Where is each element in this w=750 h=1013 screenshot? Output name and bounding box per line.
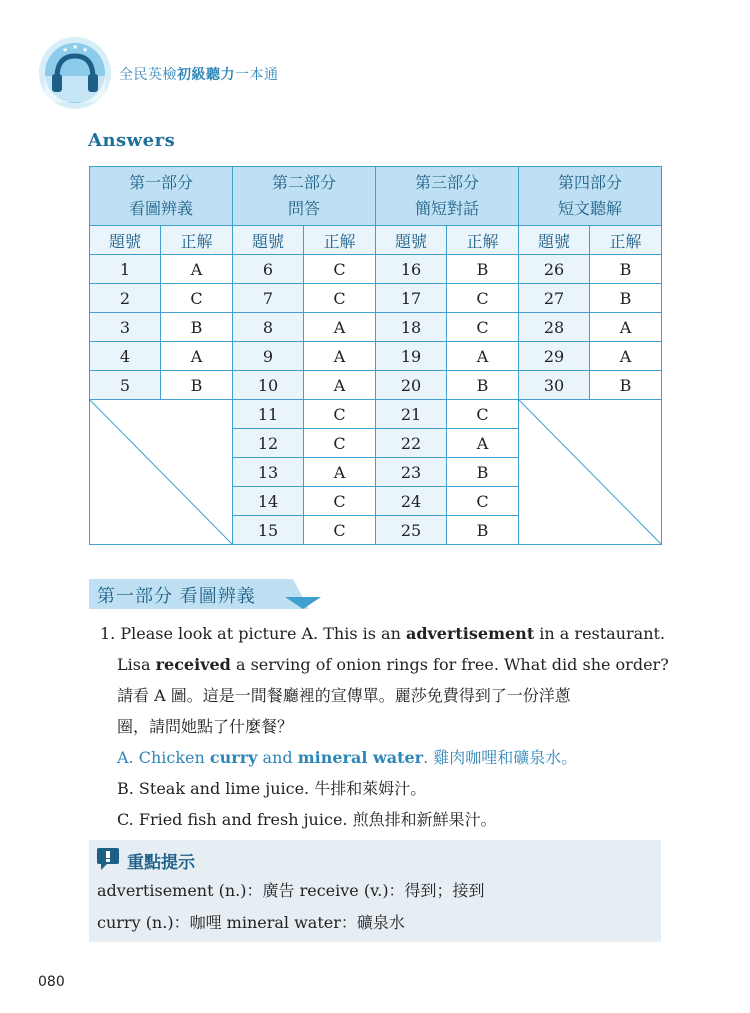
option-b: B. Steak and lime juice. 牛排和萊姆汁。	[117, 779, 427, 798]
question-number-cell: 10	[233, 371, 304, 400]
question-number-cell: 29	[519, 342, 590, 371]
option-a-text: . 雞肉咖哩和礦泉水。	[423, 748, 578, 767]
key-point-icon	[97, 848, 121, 870]
answer-cell: C	[304, 255, 376, 284]
option-a-text: A. Chicken	[117, 748, 210, 767]
answer-cell: B	[447, 516, 519, 545]
question-text: a serving of onion rings for free. What did she order?	[230, 655, 669, 674]
answer-cell: A	[304, 313, 376, 342]
option-a	[100, 742, 680, 773]
answer-cell: A	[304, 458, 376, 487]
part-header-line1: 第三部分	[415, 173, 480, 192]
empty-cell	[90, 400, 233, 545]
answer-cell: C	[304, 516, 376, 545]
question-number: 1.	[100, 624, 116, 643]
answer-table	[89, 166, 662, 545]
question-number-cell: 7	[233, 284, 304, 313]
question-number-cell: 27	[519, 284, 590, 313]
question-number-cell: 26	[519, 255, 590, 284]
question-number-cell: 6	[233, 255, 304, 284]
column-header-answer: 正解	[447, 226, 519, 255]
answer-cell: C	[161, 284, 233, 313]
question-number-cell: 3	[90, 313, 161, 342]
diagonal-line	[519, 400, 661, 544]
answer-cell: C	[447, 313, 519, 342]
part-header	[376, 167, 519, 226]
key-point-line-2: curry (n.)：咖哩 mineral water：礦泉水	[97, 913, 405, 932]
headphones-logo-icon	[38, 36, 112, 110]
question-number-cell: 30	[519, 371, 590, 400]
book-title-bold: 初級聽力	[177, 67, 235, 83]
answer-cell: B	[590, 255, 662, 284]
answer-cell: A	[590, 313, 662, 342]
question-number-cell: 12	[233, 429, 304, 458]
part-header	[90, 167, 233, 226]
part-header	[233, 167, 376, 226]
question-number-cell: 2	[90, 284, 161, 313]
page-number: 080	[38, 974, 65, 990]
part-header-line2: 簡短對話	[415, 199, 480, 218]
keyword-mineral-water: mineral water	[297, 748, 424, 767]
question-number-cell: 4	[90, 342, 161, 371]
question-number-cell: 11	[233, 400, 304, 429]
question-number-cell: 14	[233, 487, 304, 516]
question-line-2	[100, 649, 680, 680]
answer-cell: A	[304, 342, 376, 371]
question-number-cell: 24	[376, 487, 447, 516]
key-point-line-1: advertisement (n.)：廣告 receive (v.)：得到；接到	[97, 881, 485, 900]
question-text: in a restaurant.	[534, 624, 666, 643]
answer-cell: C	[304, 487, 376, 516]
part-header	[519, 167, 662, 226]
question-number-cell: 20	[376, 371, 447, 400]
table-row	[90, 400, 662, 429]
answer-cell: B	[161, 313, 233, 342]
answer-cell: C	[447, 400, 519, 429]
column-header-number: 題號	[376, 226, 447, 255]
diagonal-line	[90, 400, 232, 544]
question-number-cell: 25	[376, 516, 447, 545]
option-a-text: and	[257, 748, 298, 767]
answer-cell: C	[447, 487, 519, 516]
part-header-line1: 第四部分	[558, 173, 623, 192]
question-translation-2: 圈，請問她點了什麼餐？	[117, 717, 294, 736]
question-number-cell: 21	[376, 400, 447, 429]
table-row	[90, 342, 662, 371]
table-row	[90, 284, 662, 313]
table-row	[90, 255, 662, 284]
column-header-number: 題號	[519, 226, 590, 255]
column-header-number: 題號	[90, 226, 161, 255]
question-number-cell: 19	[376, 342, 447, 371]
answer-cell: B	[590, 371, 662, 400]
answer-cell: B	[161, 371, 233, 400]
answer-cell: A	[161, 255, 233, 284]
answer-cell: B	[590, 284, 662, 313]
question-line-1	[100, 618, 680, 649]
answer-cell: C	[304, 284, 376, 313]
column-header-answer: 正解	[304, 226, 376, 255]
column-header-number: 題號	[233, 226, 304, 255]
answer-cell: B	[447, 371, 519, 400]
answer-cell: C	[447, 284, 519, 313]
book-title	[119, 64, 279, 84]
table-row	[90, 313, 662, 342]
question-number-cell: 13	[233, 458, 304, 487]
answer-cell: A	[447, 342, 519, 371]
question-number-cell: 5	[90, 371, 161, 400]
empty-cell	[519, 400, 662, 545]
answer-cell: B	[447, 458, 519, 487]
keyword-advertisement: advertisement	[405, 624, 535, 643]
part-header-line2: 看圖辨義	[129, 199, 194, 218]
question-number-cell: 18	[376, 313, 447, 342]
svg-text:★: ★	[72, 43, 79, 51]
svg-text:★: ★	[62, 46, 69, 54]
part-header-line2: 問答	[288, 199, 321, 218]
book-title-suffix: 一本通	[235, 67, 279, 83]
question-number-cell: 28	[519, 313, 590, 342]
question-1	[100, 618, 680, 835]
answer-cell: A	[161, 342, 233, 371]
answer-cell: A	[590, 342, 662, 371]
answer-cell: B	[447, 255, 519, 284]
column-header-answer: 正解	[161, 226, 233, 255]
table-row	[90, 371, 662, 400]
answers-heading: Answers	[88, 130, 176, 151]
part-header-line1: 第二部分	[272, 173, 337, 192]
question-number-cell: 23	[376, 458, 447, 487]
question-translation-1: 請看 A 圖。這是一間餐廳裡的宣傳單。麗莎免費得到了一份洋蔥	[117, 686, 571, 705]
question-text: Please look at picture A. This is an	[120, 624, 406, 643]
keyword-curry: curry	[209, 748, 258, 767]
question-number-cell: 16	[376, 255, 447, 284]
svg-text:★: ★	[82, 46, 89, 54]
question-number-cell: 17	[376, 284, 447, 313]
question-number-cell: 8	[233, 313, 304, 342]
book-title-prefix: 全民英檢	[119, 67, 177, 83]
part-header-line1: 第一部分	[129, 173, 194, 192]
question-number-cell: 22	[376, 429, 447, 458]
keyword-received: received	[155, 655, 231, 674]
question-number-cell: 15	[233, 516, 304, 545]
part-header-line2: 短文聽解	[558, 199, 623, 218]
key-points-title: 重點提示	[127, 853, 195, 873]
key-points-box	[89, 840, 661, 942]
question-number-cell: 1	[90, 255, 161, 284]
section-title: 第一部分 看圖辨義	[97, 586, 256, 607]
answer-cell: A	[304, 371, 376, 400]
option-c: C. Fried fish and fresh juice. 煎魚排和新鮮果汁。	[117, 810, 497, 829]
question-text: Lisa	[117, 655, 156, 674]
answer-cell: C	[304, 429, 376, 458]
answer-cell: C	[304, 400, 376, 429]
answer-cell: A	[447, 429, 519, 458]
column-header-answer: 正解	[590, 226, 662, 255]
question-number-cell: 9	[233, 342, 304, 371]
